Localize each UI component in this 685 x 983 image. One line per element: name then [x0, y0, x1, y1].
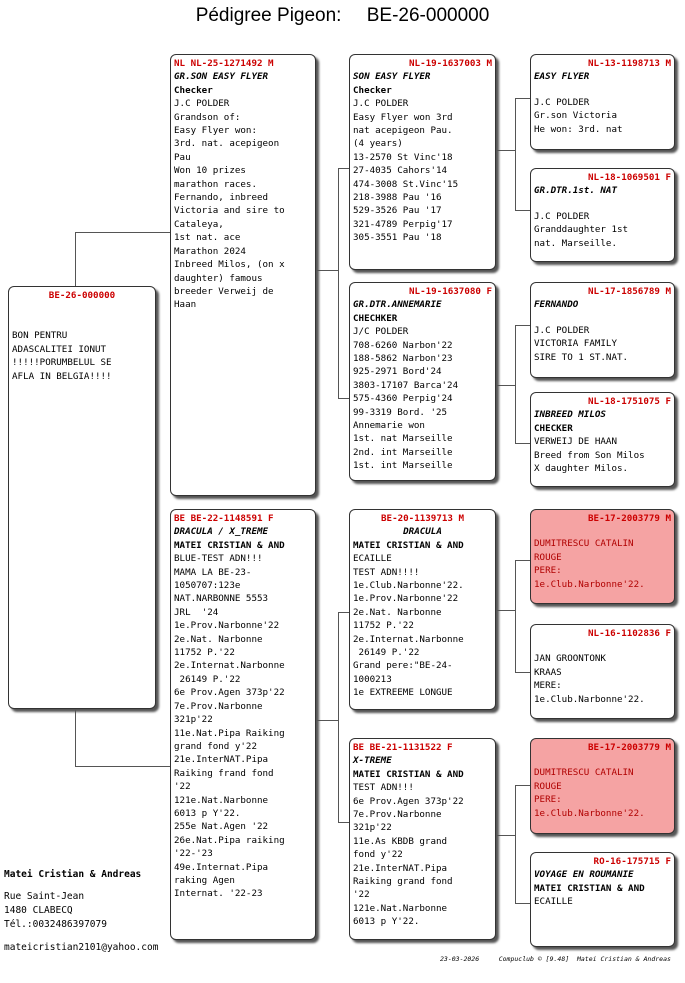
ring-number: BE BE-21-1131522 F [353, 742, 453, 753]
breeder-city: 1480 CLABECQ [4, 905, 73, 916]
footer-date: 23-03-2026 [440, 955, 480, 963]
connector-line [497, 150, 516, 151]
sire-sire-card [349, 54, 496, 270]
connector-line [497, 610, 516, 611]
breeder-email: mateicristian2101@yahoo.com [4, 942, 159, 953]
connector-line [515, 785, 516, 903]
connector-line [315, 270, 339, 271]
dam-dam-card [349, 738, 496, 940]
spacer [12, 302, 152, 329]
pigeon-notes: DUMITRESCU CATALIN ROUGE PERE: 1e.Club.Narbonne'22. [534, 767, 645, 819]
sire-sire-sire-card [530, 54, 675, 150]
pigeon-color: CHECHKER [353, 312, 398, 324]
pigeon-name: X-TREME [353, 755, 392, 767]
connector-line [515, 98, 516, 210]
dam-dam-dam-card [530, 852, 675, 947]
ring-number: BE-26-000000 [48, 290, 116, 301]
connector-line [515, 560, 530, 561]
ring-number: NL-17-1856789 M [588, 286, 671, 297]
pigeon-name: SON EASY FLYER [353, 71, 431, 83]
ring-number: NL-16-1102836 F [588, 628, 671, 639]
connector-line [515, 672, 530, 673]
ring-number: NL-19-1637080 F [409, 286, 492, 297]
connector-line [75, 232, 76, 287]
pigeon-owner: MATEI CRISTIAN & AND [353, 539, 464, 551]
dam-card [170, 509, 316, 940]
ring-number: NL NL-25-1271492 M [174, 58, 274, 69]
connector-line [515, 443, 530, 444]
breeder-street: Rue Saint-Jean [4, 891, 85, 902]
connector-line [75, 708, 76, 766]
page-title [0, 5, 685, 27]
pigeon-name: GR.DTR.ANNEMARIE [353, 299, 442, 311]
ring-number: NL-18-1751075 F [588, 396, 671, 407]
pigeon-owner: MATEI CRISTIAN & AND [353, 768, 464, 780]
pigeon-notes: J/C POLDER 708-6260 Narbon'22 188-5862 Narbon'23 925-2971 Bord'24 3803-17107 Barca'24 575-4360 Perpig'24 99-3319 Bord. '25 Annemarie won 1st. nat Marseille 2nd. int Marseille 1st. int Marseille [353, 326, 459, 472]
pigeon-notes: DUMITRESCU CATALIN ROUGE PERE: 1e.Club.Narbonne'22. [534, 538, 645, 590]
sire-sire-dam-card [530, 168, 675, 262]
footer-software: Compuclub © [9.48] Matei Cristian & Andreas [498, 955, 671, 963]
spacer [534, 754, 671, 766]
pigeon-color: Checker [353, 84, 392, 96]
connector-line [515, 210, 530, 211]
sire-dam-sire-card [530, 282, 675, 378]
sire-dam-card [349, 282, 496, 481]
ring-number: NL-18-1069501 F [588, 172, 671, 183]
pigeon-notes: BLUE-TEST ADN!!! MAMA LA BE-23- 1050707:123e NAT.NARBONNE 5553 JRL '24 1e.Prov.Narbonne'22 2e.Nat. Narbonne 11752 P.'22 2e.Internat.Narbonne 26149 P.'22 6e Prov.Agen 373p'22 7e.Prov.Narbonne 321p'22 11e.Nat.Pipa Raiking grand fond y'22 21e.InterNAT.Pipa Raiking frand fond '22 121e.Nat.Narbonne 6013 p Y'22. 255e Nat.Agen '22 26e.Nat.Pipa raiking '22-'23 49e.Internat.Pipa raking Agen Internat. '22-23 [174, 553, 285, 900]
spacer [534, 198, 671, 210]
connector-line [515, 325, 530, 326]
breeder-name: Matei Cristian & Andreas [4, 869, 142, 880]
spacer [534, 525, 671, 537]
pigeon-color: CHECKER [534, 422, 573, 434]
ring-number: NL-13-1198713 M [588, 58, 671, 69]
spacer [4, 882, 141, 890]
connector-line [515, 560, 516, 672]
pigeon-notes: J.C POLDER Granddaughter 1st nat. Marseille. [534, 210, 629, 249]
dam-sire-sire-card [530, 509, 675, 604]
sire-dam-dam-card [530, 392, 675, 487]
pigeon-name: FERNANDO [534, 299, 579, 311]
connector-line [338, 612, 339, 822]
connector-line [515, 325, 516, 443]
connector-line [497, 385, 516, 386]
pigeon-name: DRACULA [403, 526, 442, 538]
connector-line [315, 720, 339, 721]
pigeon-owner: MATEI CRISTIAN & AND [534, 882, 645, 894]
pigeon-name: VOYAGE EN ROUMANIE [534, 869, 634, 881]
pigeon-notes: J.C POLDER Grandson of: Easy Flyer won: 3rd. nat. acepigeon Pau Won 10 prizes marathon races. Fernando, inbreed Victoria and sire to Cataleya, 1st nat. ace Marathon 2024 Inbreed Milos, (on x daughter) famous breeder Verweij de Haan [174, 98, 285, 311]
connector-line [338, 168, 339, 398]
connector-line [497, 835, 516, 836]
title-ring: BE-26-000000 [366, 5, 490, 26]
connector-line [515, 903, 530, 904]
ring-number: BE-20-1139713 M [381, 513, 464, 524]
spacer [534, 312, 671, 324]
dam-sire-card [349, 509, 496, 710]
subject-notes: BON PENTRU ADASCALITEI IONUT !!!!!PORUMBELUL SE AFLA IN BELGIA!!!! [12, 330, 112, 382]
pigeon-owner: MATEI CRISTIAN & AND [174, 539, 285, 551]
connector-line [75, 232, 171, 233]
breeder-info [4, 868, 141, 932]
pigeon-notes: ECAILLE TEST ADN!!!! 1e.Club.Narbonne'22. 1e.Prov.Narbonne'22 2e.Nat. Narbonne 11752 P.'22 2e.Internat.Narbonne 26149 P.'22 Grand pere:"BE-24- 1000213 1e EXTREEME LONGUE [353, 553, 464, 699]
pigeon-notes: JAN GROONTONK KRAAS MERE: 1e.Club.Narbonne'22. [534, 653, 645, 705]
ring-number: RO-16-175715 F [593, 856, 671, 867]
spacer [534, 640, 671, 652]
pigeon-name: GR.DTR.1st. NAT [534, 185, 617, 197]
pigeon-name: EASY FLYER [534, 71, 590, 83]
pigeon-color: Checker [174, 84, 213, 96]
dam-dam-sire-card [530, 738, 675, 834]
pigeon-notes: J.C POLDER Gr.son Victoria He won: 3rd. nat [534, 96, 623, 135]
breeder-phone: Tél.:0032486397079 [4, 919, 107, 930]
connector-line [75, 766, 171, 767]
pigeon-name: INBREED MILOS [534, 409, 606, 421]
ring-number: BE-17-2003779 M [588, 742, 671, 753]
ring-number: BE BE-22-1148591 F [174, 513, 274, 524]
pigeon-notes: J.C POLDER Easy Flyer won 3rd nat acepigeon Pau. (4 years) 13-2570 St Vinc'18 27-4035 Cahors'14 474-3008 St.Vinc'15 218-3988 Pau '16 529-3526 Pau '17 321-4789 Perpig'17 305-3551 Pau '18 [353, 98, 459, 244]
pigeon-name: GR.SON EASY FLYER [174, 71, 269, 83]
footer [440, 955, 671, 963]
pigeon-name: DRACULA / X_TREME [174, 526, 269, 538]
spacer [534, 84, 671, 96]
pigeon-notes: J.C POLDER VICTORIA FAMILY SIRE TO 1 ST.NAT. [534, 324, 629, 363]
dam-sire-dam-card [530, 624, 675, 719]
ring-number: BE-17-2003779 M [588, 513, 671, 524]
subject-card [8, 286, 156, 709]
connector-line [515, 98, 530, 99]
pigeon-notes: VERWEIJ DE HAAN Breed from Son Milos X daughter Milos. [534, 436, 645, 475]
pigeon-notes: ECAILLE [534, 896, 573, 908]
connector-line [515, 785, 530, 786]
title-label: Pédigree Pigeon: [195, 5, 342, 26]
sire-card [170, 54, 316, 496]
pigeon-notes: TEST ADN!!! 6e Prov.Agen 373p'22 7e.Prov.Narbonne 321p'22 11e.As KBDB grand fond y'22 21e.InterNAT.Pipa Raiking grand fond '22 121e.Nat.Narbonne 6013 p Y'22. [353, 782, 464, 928]
ring-number: NL-19-1637003 M [409, 58, 492, 69]
